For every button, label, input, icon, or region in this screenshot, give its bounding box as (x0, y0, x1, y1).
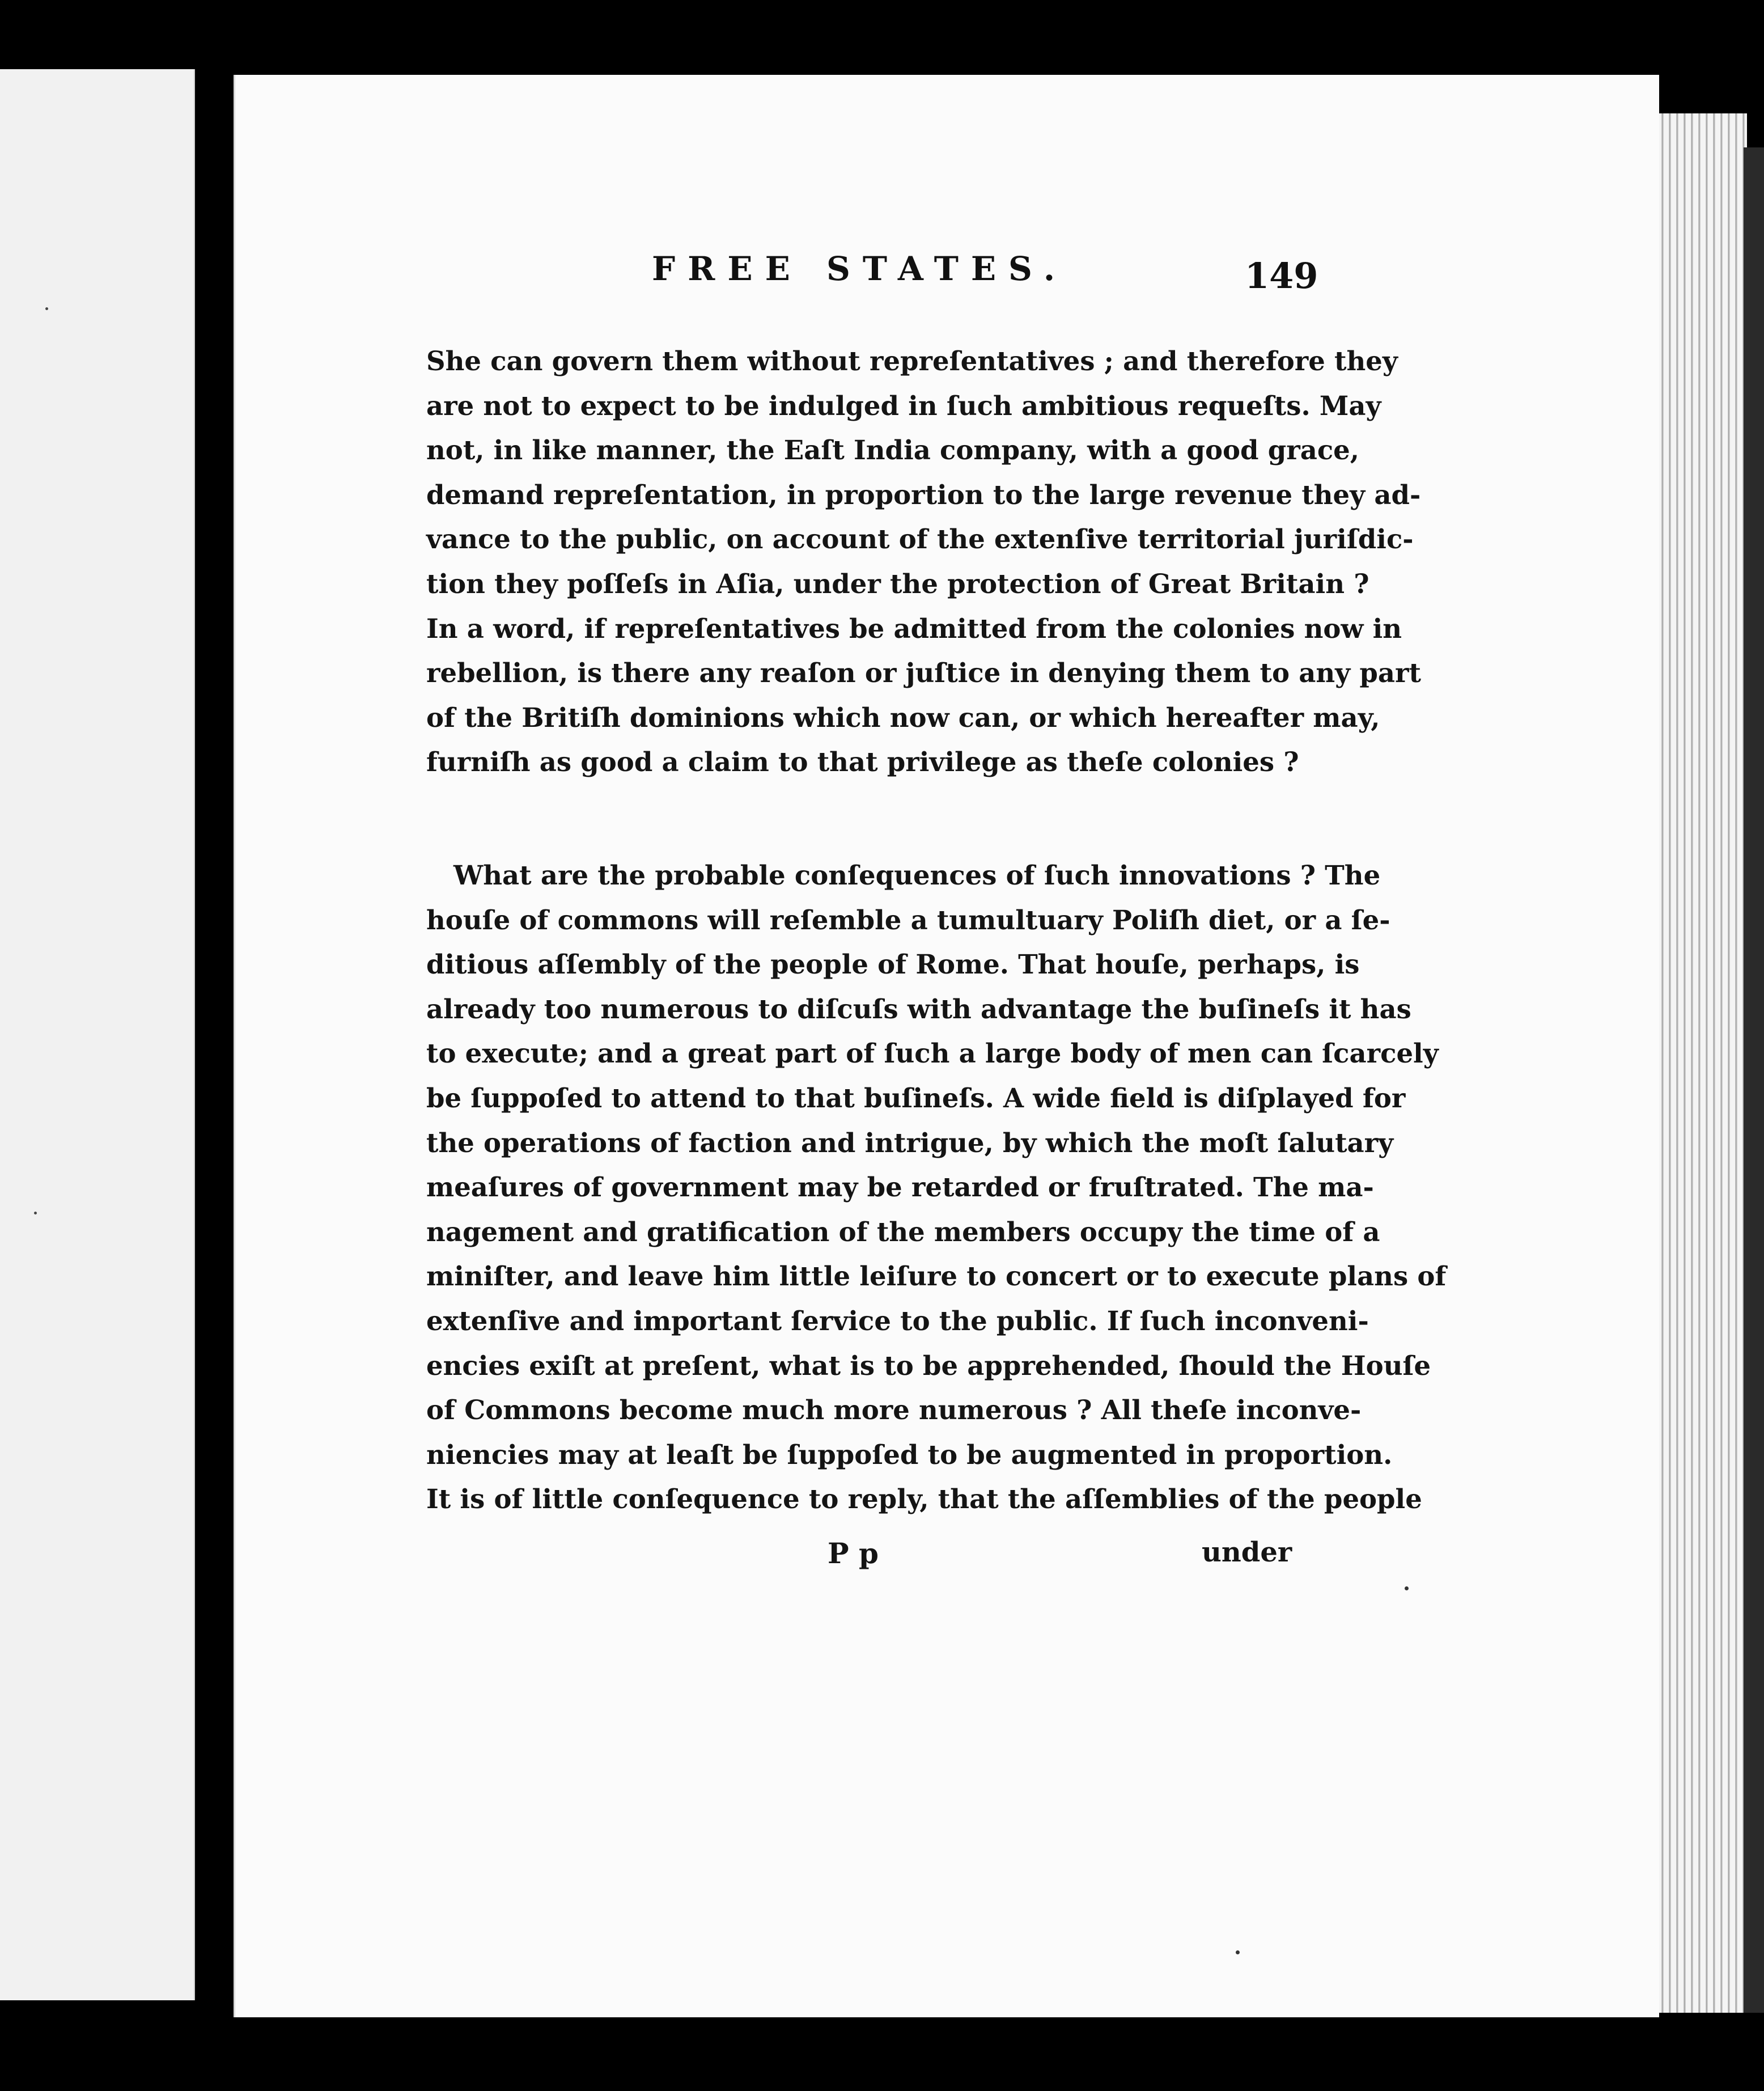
text-line: niencies may at leaſt be ſuppoſed to be augmented in proportion. (426, 1438, 1393, 1470)
text-line: meaſures of government may be retarded or fruſtrated. The ma- (426, 1171, 1374, 1203)
facing-page-speck (34, 1212, 37, 1214)
facing-page-speck (45, 307, 48, 310)
page-speck (1236, 1950, 1240, 1954)
text-line: In a word, if repreſentatives be admitted from the colonies now in (426, 612, 1402, 644)
text-line: be ſuppoſed to attend to that buſineſs. A wide field is diſplayed for (426, 1082, 1406, 1114)
text-line: houſe of commons will reſemble a tumultuary Poliſh diet, or a ſe- (426, 904, 1390, 936)
facing-page-left (0, 69, 195, 2000)
text-line: not, in like manner, the Eaſt India company, with a good grace, (426, 434, 1359, 466)
text-line: rebellion, is there any reaſon or juſtice in denying them to any part (426, 657, 1421, 689)
text-line: tion they poſſeſs in Aſia, under the protection of Great Britain ? (426, 568, 1369, 599)
running-head: FREE STATES. (652, 249, 1068, 288)
text-line: are not to expect to be indulged in ſuch ambitious requeſts. May (426, 390, 1381, 421)
text-line: She can govern them without repreſentatives ; and therefore they (426, 345, 1398, 376)
paragraph-2 (426, 853, 1447, 1522)
text-line: to execute; and a great part of ſuch a large body of men can ſcarcely (426, 1038, 1439, 1069)
text-line: already too numerous to diſcuſs with advantage the buſineſs it has (426, 993, 1411, 1025)
text-line: the operations of faction and intrigue, by which the moſt ſalutary (426, 1127, 1394, 1158)
text-line: demand repreſentation, in proportion to the large revenue they ad- (426, 479, 1421, 510)
page-edges (1656, 113, 1747, 2013)
text-line: nagement and gratification of the members occupy the time of a (426, 1216, 1380, 1247)
signature-mark: P p (828, 1536, 879, 1570)
page-edges-shadow (1744, 147, 1764, 2013)
text-line: extenſive and important ſervice to the public. If ſuch inconveni- (426, 1305, 1369, 1336)
text-line: ditious aſſembly of the people of Rome. That houſe, perhaps, is (426, 949, 1360, 980)
text-line: of the Britiſh dominions which now can, or which hereafter may, (426, 701, 1380, 733)
text-line: of Commons become much more numerous ? All theſe inconve- (426, 1394, 1362, 1426)
text-line: miniſter, and leave him little leiſure to concert or to execute plans of (426, 1260, 1447, 1292)
catchword: under (1202, 1536, 1292, 1568)
paragraph-1 (426, 339, 1421, 785)
text-line: vance to the public, on account of the extenſive territorial juriſdic- (426, 523, 1414, 555)
text-line: It is of little conſequence to reply, that the aſſemblies of the people (426, 1483, 1422, 1515)
text-line: What are the probable conſequences of ſuch innovations ? The (453, 860, 1381, 891)
page-number: 149 (1245, 255, 1318, 297)
text-line: furniſh as good a claim to that privilege as theſe colonies ? (426, 746, 1299, 778)
page-speck (1405, 1586, 1409, 1590)
text-line: encies exiſt at preſent, what is to be apprehended, ſhould the Houſe (426, 1349, 1431, 1381)
